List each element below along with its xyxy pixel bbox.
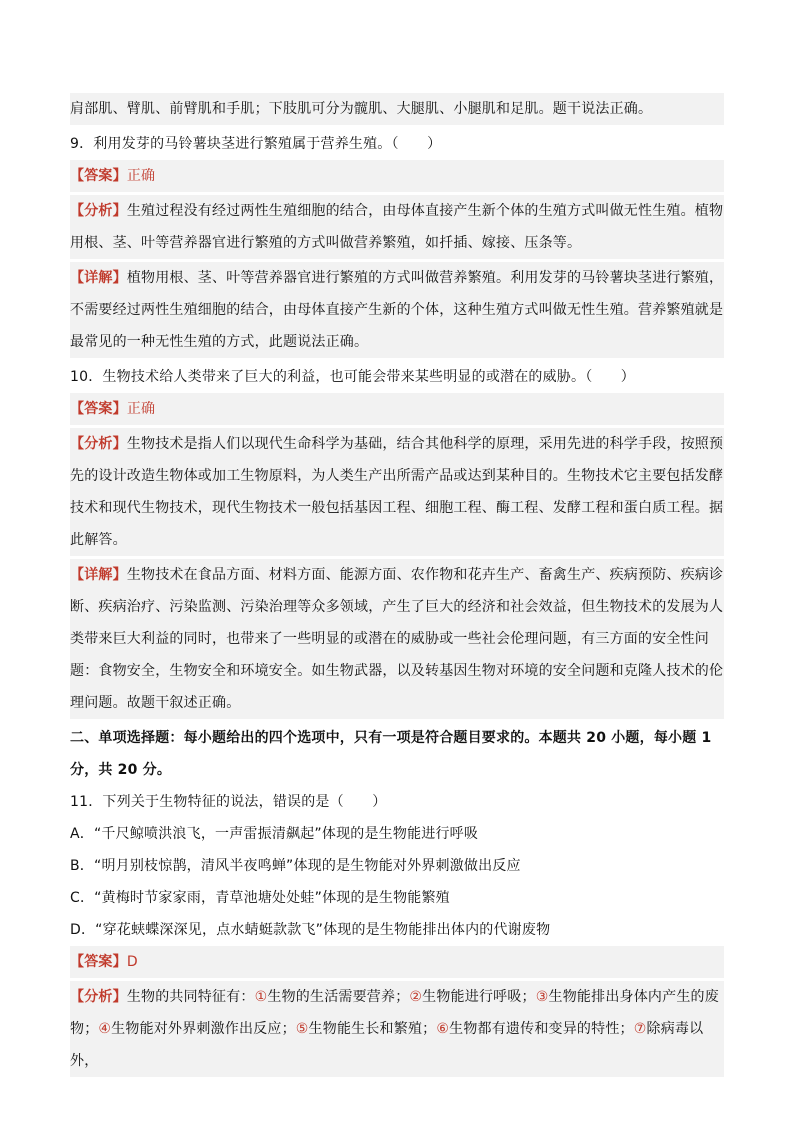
analysis-lead: 生物的共同特征有： bbox=[126, 989, 255, 1005]
point-text-1: 生物的生活需要营养； bbox=[267, 989, 410, 1005]
option-c: C．“黄梅时节家家雨，青草池塘处处蛙”体现的是生物能繁殖 bbox=[70, 890, 450, 906]
continued-detail: 肩部肌、臂肌、前臂肌和手肌；下肢肌可分为髋肌、大腿肌、小腿肌和足肌。题干说法正确。 bbox=[70, 93, 724, 125]
point-mark-6: ⑥ bbox=[436, 1021, 450, 1037]
point-text-5: 生物能生长和繁殖； bbox=[308, 1021, 437, 1037]
question-10-detail bbox=[70, 559, 724, 719]
question-10-analysis bbox=[70, 428, 724, 556]
answer-tag: 【答案】 bbox=[70, 168, 127, 184]
question-11-answer bbox=[70, 946, 724, 978]
answer-tag: 【答案】 bbox=[70, 401, 127, 417]
analysis-tag: 【分析】 bbox=[70, 203, 127, 219]
point-mark-5: ⑤ bbox=[295, 1021, 309, 1037]
analysis-tag: 【分析】 bbox=[70, 989, 127, 1005]
point-mark-2: ② bbox=[409, 989, 423, 1005]
answer-tag: 【答案】 bbox=[70, 954, 127, 970]
point-text-7: 除病毒以外， bbox=[70, 1021, 704, 1069]
detail-tag: 【详解】 bbox=[70, 567, 127, 583]
question-9-detail bbox=[70, 262, 724, 358]
answer-value: D bbox=[126, 954, 138, 970]
point-text-2: 生物能进行呼吸； bbox=[422, 989, 536, 1005]
analysis-text: 生殖过程没有经过两性生殖细胞的结合，由母体直接产生新个体的生殖方式叫做无性生殖。植物用根、茎、叶等营养器官进行繁殖的方式叫做营养繁殖，如扦插、嫁接、压条等。 bbox=[70, 203, 724, 251]
point-mark-3: ③ bbox=[535, 989, 549, 1005]
section-heading: 二、单项选择题：每小题给出的四个选项中，只有一项是符合题目要求的。本题共 20 小题，每小题 1 分，共 20 分。 bbox=[70, 730, 712, 778]
detail-tag: 【详解】 bbox=[70, 270, 127, 286]
analysis-tag: 【分析】 bbox=[70, 436, 127, 452]
question-9-stem: 9．利用发芽的马铃薯块茎进行繁殖属于营养生殖。（ ） bbox=[70, 136, 442, 152]
answer-value: 正确 bbox=[126, 401, 156, 417]
option-d: D．“穿花蛱蝶深深见，点水蜻蜓款款飞”体现的是生物能排出体内的代谢废物 bbox=[70, 922, 551, 938]
answer-value: 正确 bbox=[126, 168, 156, 184]
point-text-3: 生物能排出身体内产生的废物； bbox=[70, 989, 719, 1037]
question-9-answer bbox=[70, 160, 724, 192]
analysis-text: 生物技术是指人们以现代生命科学为基础，结合其他科学的原理，采用先进的科学手段，按照预先的设计改造生物体或加工生物原料，为人类生产出所需产品或达到某种目的。生物技术它主要包括发酵技术和现代生物技术，现代生物技术一般包括基因工程、细胞工程、酶工程、发酵工程和蛋白质工程。据此解答。 bbox=[70, 436, 724, 548]
question-11-analysis bbox=[70, 981, 724, 1077]
point-text-6: 生物都有遗传和变异的特性； bbox=[449, 1021, 634, 1037]
question-10-answer bbox=[70, 393, 724, 425]
option-a: A．“千尺鲸喷洪浪飞，一声雷振清飙起”体现的是生物能进行呼吸 bbox=[70, 826, 479, 842]
document-page bbox=[70, 93, 724, 1080]
point-mark-1: ① bbox=[254, 989, 268, 1005]
detail-text: 植物用根、茎、叶等营养器官进行繁殖的方式叫做营养繁殖。利用发芽的马铃薯块茎进行繁殖，不需要经过两性生殖细胞的结合，由母体直接产生新的个体，这种生殖方式叫做无性生殖。营养繁殖就是最常见的一种无性生殖的方式，此题说法正确。 bbox=[70, 270, 724, 350]
point-text-4: 生物能对外界刺激作出反应； bbox=[111, 1021, 296, 1037]
question-9-analysis bbox=[70, 195, 724, 259]
point-mark-4: ④ bbox=[98, 1021, 112, 1037]
detail-text: 生物技术在食品方面、材料方面、能源方面、农作物和花卉生产、畜禽生产、疾病预防、疾病诊断、疾病治疗、污染监测、污染治理等众多领域，产生了巨大的经济和社会效益，但生物技术的发展为人类带来巨大利益的同时，也带来了一些明显的或潜在的威胁或一些社会伦理问题，有三方面的安全性问题：食物安全，生物安全和环境安全。如生物武器，以及转基因生物对环境的安全问题和克隆人技术的伦理问题。故题干叙述正确。 bbox=[70, 567, 724, 711]
question-11-stem: 11．下列关于生物特征的说法，错误的是（ ） bbox=[70, 794, 387, 810]
option-b: B．“明月别枝惊鹊，清风半夜鸣蝉”体现的是生物能对外界刺激做出反应 bbox=[70, 858, 521, 874]
question-10-stem: 10．生物技术给人类带来了巨大的利益，也可能会带来某些明显的或潜在的威胁。（ ） bbox=[70, 369, 636, 385]
point-mark-7: ⑦ bbox=[633, 1021, 647, 1037]
